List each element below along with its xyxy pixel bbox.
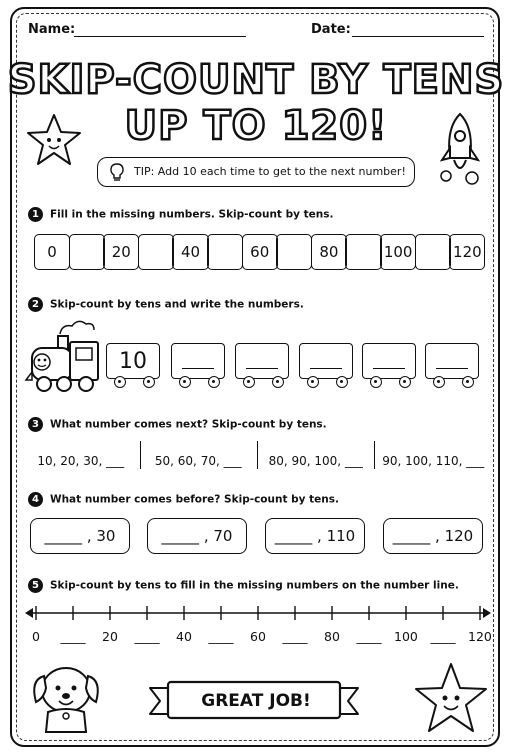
question-number: 1 xyxy=(28,207,43,222)
wheel xyxy=(179,376,191,388)
wheel xyxy=(462,376,474,388)
train-car-blank[interactable] xyxy=(235,343,289,379)
number-cell: 20 xyxy=(103,234,139,270)
wheel xyxy=(433,376,445,388)
number-cell: 100 xyxy=(380,234,416,270)
answer-cell[interactable] xyxy=(69,234,105,270)
before-box[interactable]: _____ , 110 xyxy=(265,518,365,554)
question-4 xyxy=(28,492,339,507)
wheel xyxy=(399,376,411,388)
answer-cell[interactable] xyxy=(345,234,381,270)
question-2 xyxy=(28,297,304,312)
before-box[interactable]: _____ , 30 xyxy=(30,518,130,554)
arrow-left-icon xyxy=(25,608,33,618)
wheel xyxy=(208,376,220,388)
nl-blank[interactable]: ____ xyxy=(430,629,456,644)
nl-label: 80 xyxy=(324,629,340,644)
question-text: What number comes next? Skip-count by tens. xyxy=(50,418,327,431)
title-line-1: SKIP-COUNT BY TENS xyxy=(7,57,505,103)
train-car-blank[interactable] xyxy=(362,343,416,379)
nl-blank[interactable]: ____ xyxy=(134,629,160,644)
answer-cell[interactable] xyxy=(207,234,243,270)
question-5 xyxy=(28,578,459,593)
divider xyxy=(374,441,375,469)
number-cell: 80 xyxy=(311,234,347,270)
train-engine-icon xyxy=(22,316,104,394)
nl-blank[interactable]: ____ xyxy=(208,629,234,644)
arrow-right-icon xyxy=(483,608,491,618)
smiling-star-icon xyxy=(412,660,490,736)
wheel xyxy=(272,376,284,388)
number-cell: 40 xyxy=(172,234,208,270)
nl-blank[interactable]: ____ xyxy=(60,629,86,644)
wheel xyxy=(243,376,255,388)
date-label: Date: xyxy=(311,22,351,37)
date-line[interactable] xyxy=(352,36,484,37)
question-1 xyxy=(28,207,333,222)
wheel xyxy=(307,376,319,388)
name-label: Name: xyxy=(28,22,76,37)
divider xyxy=(140,441,141,469)
lightbulb-icon xyxy=(108,161,126,183)
nl-label: 100 xyxy=(394,629,418,644)
sequence-group[interactable]: 90, 100, 110, ___ xyxy=(382,454,485,468)
train-car-blank[interactable] xyxy=(299,343,353,379)
question-text: Skip-count by tens and write the numbers. xyxy=(50,298,304,311)
question-text: Fill in the missing numbers. Skip-count by tens. xyxy=(50,208,334,221)
question-number: 3 xyxy=(28,417,43,432)
nl-blank[interactable]: ____ xyxy=(356,629,382,644)
nl-label: 120 xyxy=(468,629,492,644)
wheel xyxy=(336,376,348,388)
tip-box xyxy=(97,157,415,187)
train-car xyxy=(106,343,160,379)
name-line[interactable] xyxy=(74,36,246,37)
number-cell: 0 xyxy=(34,234,70,270)
sequence-group[interactable]: 10, 20, 30, ___ xyxy=(37,454,125,468)
train-car-blank[interactable] xyxy=(171,343,225,379)
smiling-star-icon xyxy=(24,112,84,168)
missing-number-cells xyxy=(34,234,484,270)
nl-label: 60 xyxy=(250,629,266,644)
question-text: What number comes before? Skip-count by tens. xyxy=(50,493,340,506)
before-box[interactable]: _____ , 70 xyxy=(147,518,247,554)
nl-label: 40 xyxy=(176,629,192,644)
answer-cell[interactable] xyxy=(276,234,312,270)
number-line xyxy=(24,600,492,626)
train-car-blank[interactable] xyxy=(425,343,479,379)
number-cell: 60 xyxy=(242,234,278,270)
question-number: 5 xyxy=(28,578,43,593)
answer-cell[interactable] xyxy=(415,234,451,270)
divider xyxy=(257,441,258,469)
nl-blank[interactable]: ____ xyxy=(282,629,308,644)
great-job-text: GREAT JOB! xyxy=(201,691,311,711)
rocket-icon xyxy=(430,110,490,190)
title-line-2: UP TO 120! xyxy=(124,103,388,149)
question-text: Skip-count by tens to fill in the missing numbers on the number line. xyxy=(50,579,459,592)
car-value: 10 xyxy=(119,348,147,374)
question-3 xyxy=(28,417,327,432)
question-number: 2 xyxy=(28,297,43,312)
wheel xyxy=(370,376,382,388)
nl-label: 20 xyxy=(102,629,118,644)
wheel xyxy=(114,376,126,388)
before-box[interactable]: _____ , 120 xyxy=(383,518,483,554)
wheel xyxy=(143,376,155,388)
number-cell: 120 xyxy=(449,234,485,270)
nl-label: 0 xyxy=(32,629,40,644)
sequence-group[interactable]: 80, 90, 100, ___ xyxy=(268,454,363,468)
question-number: 4 xyxy=(28,492,43,507)
sequence-group[interactable]: 50, 60, 70, ___ xyxy=(154,454,242,468)
name-date-row xyxy=(28,22,484,42)
tip-text: TIP: Add 10 each time to get to the next number! xyxy=(134,165,406,178)
answer-cell[interactable] xyxy=(138,234,174,270)
puppy-icon xyxy=(26,658,106,736)
